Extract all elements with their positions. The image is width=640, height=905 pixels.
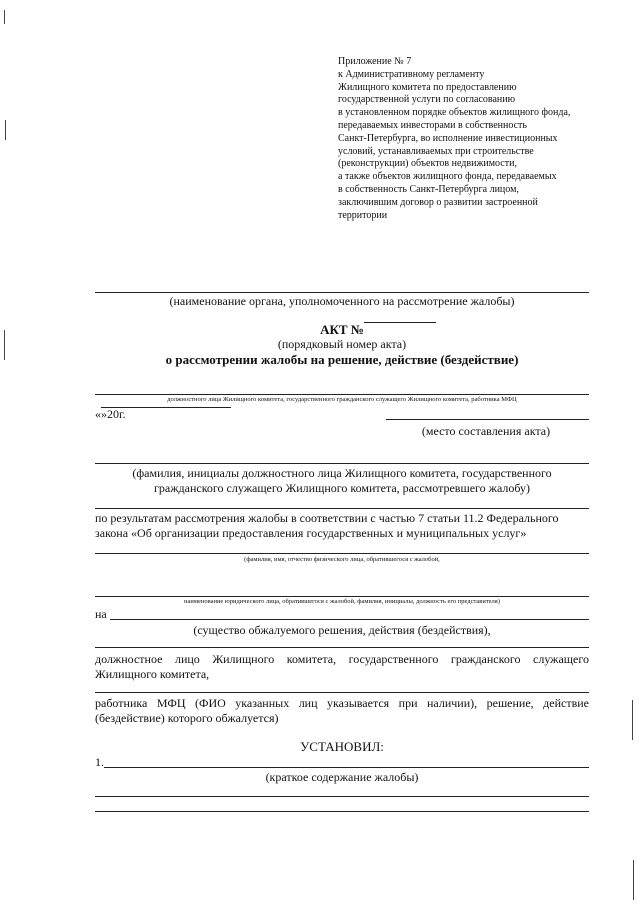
results-text-line1: по результатам рассмотрения жалобы в соответствии с частью 7 статьи 11.2 Федерального [95, 511, 559, 525]
on-label: на [95, 607, 107, 621]
appendix-line: Жилищного комитета по предоставлению [338, 81, 517, 93]
mfc-text [95, 696, 589, 726]
appendix-line: в собственность Санкт-Петербурга лицом, [338, 183, 519, 195]
item-1-fill-line[interactable] [104, 767, 589, 768]
organ-fill-line[interactable] [95, 292, 589, 293]
complaint-fill-line[interactable] [95, 811, 589, 812]
mfc-text-line1: работника МФЦ (ФИО указанных лиц указывается при наличии), решение, действие [95, 696, 589, 710]
official-fill-line[interactable] [95, 394, 589, 395]
date-close-quote: » [101, 407, 107, 421]
reviewer-fill-line-2[interactable] [95, 508, 589, 509]
applicant-person-caption: (фамилия, имя, отчество физического лица, обратившегося с жалобой, [244, 556, 440, 563]
complaint-fill-line[interactable] [95, 796, 589, 797]
applicant-entity-fill-line[interactable] [95, 596, 589, 597]
reviewer-caption-line2: гражданского служащего Жилищного комитета, рассмотревшего жалобу) [153, 481, 531, 495]
act-subject: о рассмотрении жалобы на решение, действие (бездействие) [165, 352, 519, 367]
scan-artifact [632, 700, 633, 740]
appendix-header [338, 56, 618, 222]
appendix-line: (реконструкции) объектов недвижимости, [338, 158, 517, 170]
official-text-fill-line[interactable] [95, 647, 589, 648]
scan-artifact [5, 120, 6, 140]
organ-caption: (наименование органа, уполномоченного на рассмотрение жалобы) [169, 294, 515, 308]
complaint-caption: (краткое содержание жалобы) [265, 770, 419, 784]
year-suffix: г. [119, 407, 126, 421]
results-text-line2: закона «Об организации предоставления государственных и муниципальных услуг» [95, 526, 527, 540]
place-caption: (место составления акта) [421, 424, 551, 438]
item-number: 1. [95, 755, 104, 769]
appendix-line: заключившим договор о развитии застроенной [338, 196, 538, 208]
official-text [95, 652, 589, 682]
established-heading: УСТАНОВИЛ: [300, 739, 384, 754]
act-title-row [95, 322, 589, 338]
appendix-line: территории [338, 209, 388, 221]
date-open-quote: « [95, 407, 101, 421]
applicant-person-fill-line[interactable] [95, 553, 589, 554]
official-caption: должностного лица Жилищного комитета, государственного гражданского служащего Жилищного комитета, работника МФЦ [167, 396, 517, 403]
official-text-line1: должностное лицо Жилищного комитета, государственного гражданского служащего [95, 652, 589, 666]
date-row [95, 407, 126, 422]
year-prefix: 20 [107, 407, 119, 421]
appendix-line: государственной услуги по согласованию [338, 94, 516, 106]
appendix-line: а также объектов жилищного фонда, передаваемых [338, 171, 557, 183]
appendix-line: передаваемых инвесторами в собственность [338, 119, 527, 131]
act-number-field[interactable] [364, 322, 436, 323]
essence-caption: (существо обжалуемого решения, действия (бездействия), [193, 623, 491, 637]
appendix-line: к Административному регламенту [338, 68, 485, 80]
reviewer-caption-line1: (фамилия, инициалы должностного лица Жилищного комитета, государственного [132, 466, 552, 480]
place-fill-line[interactable] [386, 419, 589, 420]
official-text-line2: Жилищного комитета, [95, 667, 210, 681]
appendix-line: условий, устанавливаемых при строительстве [338, 145, 534, 157]
year-field[interactable] [119, 407, 137, 408]
scan-artifact [4, 330, 5, 360]
appendix-line: Санкт-Петербурга, во исполнение инвестиционных [338, 132, 558, 144]
scan-artifact [4, 10, 5, 24]
act-title: АКТ № [320, 322, 364, 337]
applicant-entity-caption: наименование юридического лица, обратившегося с жалобой, фамилия, инициалы, должность его представителя) [184, 598, 500, 605]
appendix-line: Приложение № 7 [338, 56, 412, 67]
appendix-line: в установленном порядке объектов жилищного фонда, [338, 107, 571, 119]
act-number-caption: (порядковый номер акта) [277, 337, 407, 351]
reviewer-fill-line[interactable] [95, 463, 589, 464]
on-fill-line[interactable] [110, 619, 589, 620]
mfc-text-line2: (бездействие) которого обжалуется) [95, 711, 279, 725]
scan-artifact [633, 860, 634, 900]
mfc-text-fill-line[interactable] [95, 692, 589, 693]
